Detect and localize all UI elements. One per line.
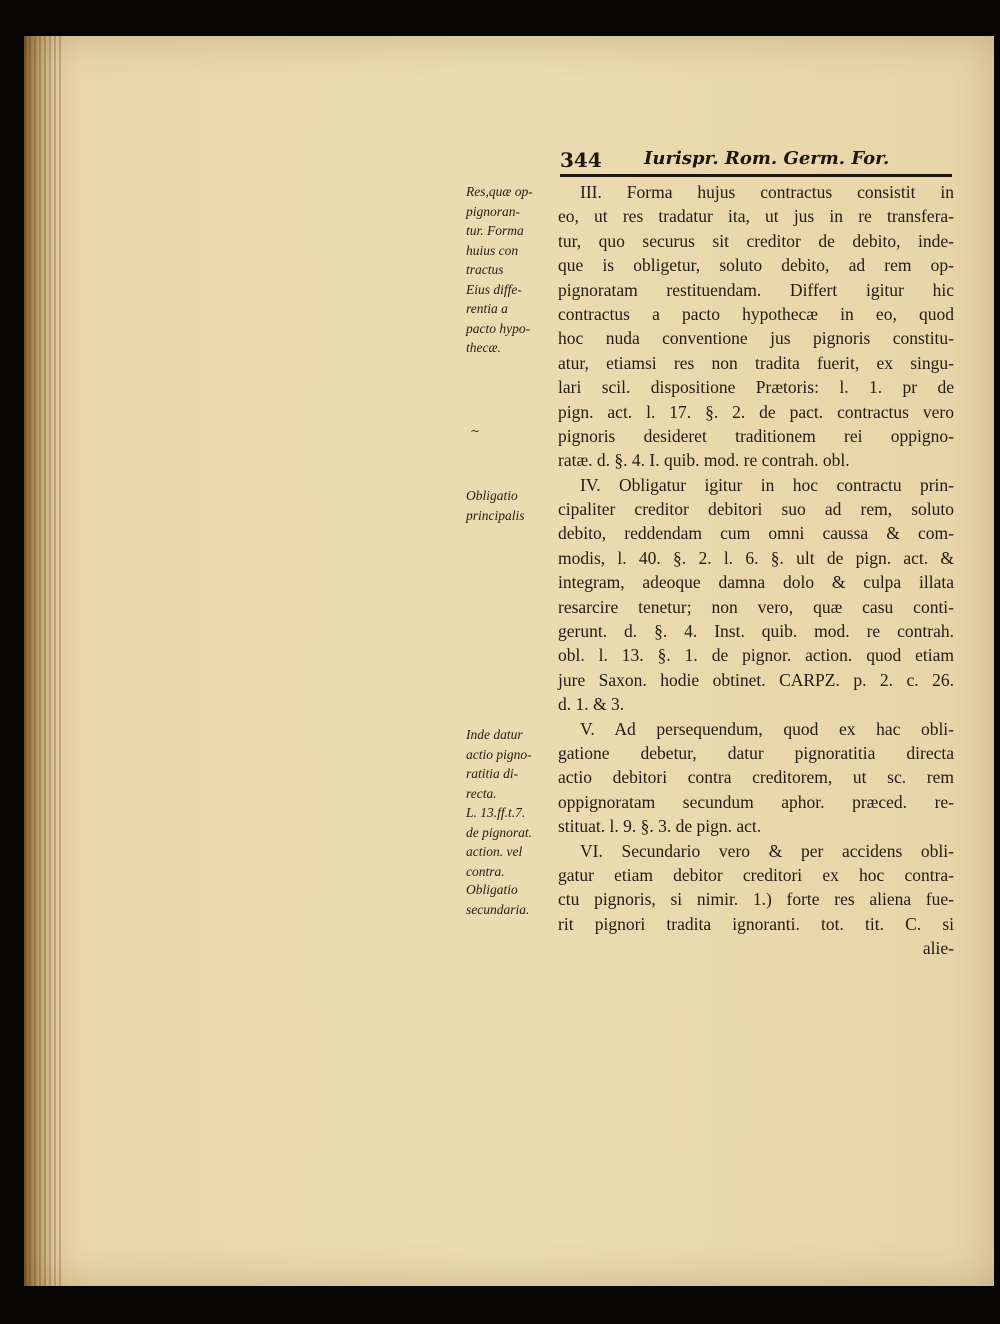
body-line: cipaliter creditor debitori suo ad rem, soluto [558,499,954,520]
page-number: 344 [560,148,602,172]
body-line: modis, l. 40. §. 2. l. 6. §. ult de pign. act. & [558,547,954,568]
ink-mark: ~ [470,424,481,438]
page-header [560,148,952,174]
body-line: d. 1. & 3. [558,694,625,715]
margin-note-line: principalis [466,507,525,523]
body-line: tur, quo securus sit creditor de debito, inde- [558,230,954,251]
margin-note-line: Eius diffe- [466,281,522,297]
body-line: ratæ. d. §. 4. I. quib. mod. re contrah. obl. [558,450,850,471]
body-line: III. Forma hujus contractus consistit in [580,182,954,202]
margin-note-obligatio-secundaria [466,880,558,919]
margin-note-line: Inde datur [466,727,523,742]
body-line: que is obligetur, soluto debito, ad rem op- [558,255,954,276]
body-line: IV. Obligatur igitur in hoc contractu prin- [580,474,954,495]
body-line: pign. act. l. 17. §. 2. de pact. contractus vero [558,401,954,422]
header-rule [560,174,952,177]
body-line: gatur etiam debitor creditori ex hoc contra- [558,864,954,885]
body-line: stituat. l. 9. §. 3. de pign. act. [558,816,762,837]
body-line: gatione debetur, datur pignoratitia directa [558,742,954,763]
margin-note-line: thecæ. [466,340,501,355]
body-line: hoc nuda conventione jus pignoris constitu- [558,328,954,349]
body-line: lari scil. dispositione Prætoris: l. 1. pr de [558,377,954,398]
body-line: jure Saxon. hodie obtinet. CARPZ. p. 2. c. 26. [558,669,954,690]
margin-note-line: action. vel [466,844,523,859]
body-text [558,180,954,961]
body-line: integram, adeoque damna dolo & culpa illata [558,572,954,593]
margin-note-line: Res,quæ op- [466,184,533,199]
margin-note-line: de pignorat. [466,824,532,840]
body-line: oppignoratam secundum aphor. præced. re- [558,791,954,812]
margin-note-obligatio-principalis [466,486,558,525]
body-line: V. Ad persequendum, quod ex hac obli- [580,718,954,739]
body-line: VI. Secundario vero & per accidens obli- [580,840,954,861]
body-line: debito, reddendam cum omni caussa & com- [558,523,954,544]
margin-note-line: Obligatio [466,488,518,503]
margin-note-line: tractus [466,262,504,277]
body-line: pignoris desideret traditionem rei oppigno- [558,425,954,446]
margin-note-actio-directa [466,725,558,881]
margin-note-line: actio pigno- [466,746,532,762]
margin-note-line: pignoran- [466,203,520,219]
body-line: eo, ut res tradatur ita, ut jus in re transfera- [558,206,954,227]
body-line: obl. l. 13. §. 1. de pignor. action. quod etiam [558,645,954,666]
body-line: atur, etiamsi res non tradita fuerit, ex singu- [558,352,954,373]
running-head: Iurispr. Rom. Germ. For. [644,148,890,169]
margin-note-line: huius con [466,242,519,258]
body-line: ctu pignoris, si nimir. 1.) forte res aliena fue- [558,889,954,910]
margin-note-line: tur. Forma [466,223,524,238]
margin-note-line: contra. [466,863,505,879]
book-spine-edge [24,36,64,1286]
margin-note-line: ratitia di- [466,766,519,781]
margin-note-line: recta. [466,785,497,801]
body-line: pignoratam restituendam. Differt igitur hic [558,279,954,300]
margin-note-line: pacto hypo- [466,320,531,336]
body-line: contractus a pacto hypothecæ in eo, quod [558,303,954,324]
margin-note-line: Obligatio [466,882,518,897]
body-line: alie- [922,938,954,959]
body-line: actio debitori contra creditorem, ut sc. rem [558,767,954,788]
body-line: rit pignori tradita ignoranti. tot. tit. C. si [558,913,954,934]
margin-note-forma [466,182,558,358]
body-line: resarcire tenetur; non vero, quæ casu conti- [558,596,954,617]
margin-note-line: secundaria. [466,901,530,917]
margin-note-line: rentia a [466,301,508,316]
margin-note-line: L. 13.ff.t.7. [466,805,526,820]
body-line: gerunt. d. §. 4. Inst. quib. mod. re contrah. [558,621,954,642]
